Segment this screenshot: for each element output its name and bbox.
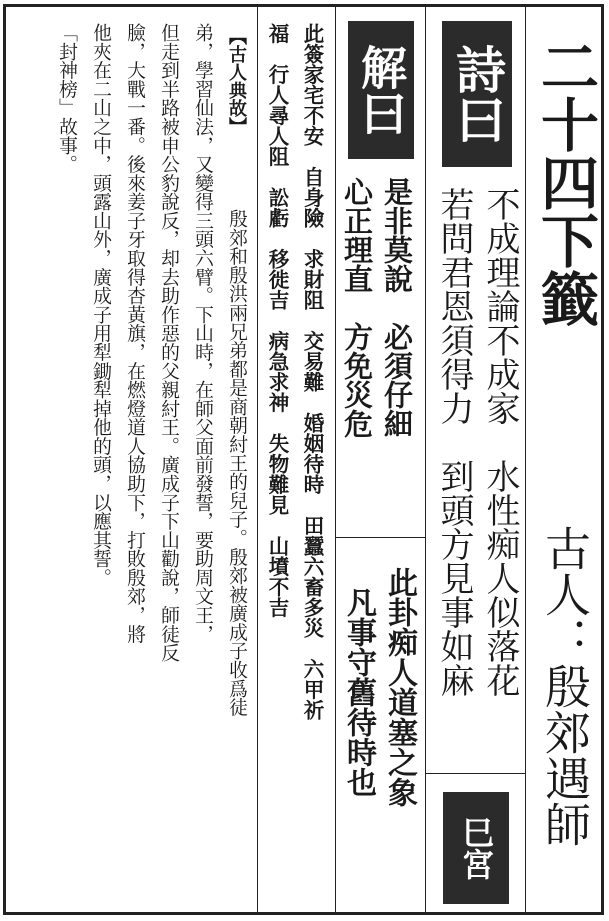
divider [425,773,525,774]
story-column: 但走到半路被申公豹說反，却去助作惡的父親紂王。廣成子下山勸說，師徒反 [158,23,179,662]
divider [257,7,258,912]
poem-line: 若問君恩須得力 到頭方見事如麻 [434,187,474,697]
interpretation-label: 解曰 [348,21,414,159]
story-label: 【古人典故】 [226,27,247,135]
palace-label: 巳宮 [443,792,509,904]
divider [525,7,526,912]
slip-title: 二十四下籤 [531,37,599,327]
fortune-slip-frame [3,4,604,915]
details-line: 福 行人尋人阻 訟虧 移徙吉 病急求神 失物難見 山墳不吉 [265,23,289,618]
divider [335,537,425,538]
interpretation-verse: 心正理直 方免災危 [340,177,374,438]
interpretation-verse: 是非莫說 必須仔細 [380,177,414,438]
interpretation-meaning: 凡事守舊待時也 [341,587,376,797]
divider [335,7,336,912]
ancient-person: 古人：殷郊遇師 [538,525,592,847]
divider [425,7,426,912]
story-column: 他夾在二山之中，頭露山外，廣成子用犁鋤犁掉他的頭，以應其誓。 [90,23,111,587]
story-column: 弟，學習仙法，又變得三頭六臂。下山時，在師父面前發誓，要助周文王， [192,23,213,644]
story-column: 「封神榜」故事。 [56,23,77,174]
poem-label: 詩曰 [442,21,512,167]
story-column: 殷郊和殷洪兩兄弟都是商朝紂王的兒子。殷郊被廣成子收爲徒 [226,209,247,717]
poem-line: 不成理論不成家 水性痴人似落花 [480,187,520,697]
story-column: 臉，大戰一番。後來姜子牙取得杏黃旗，在燃燈道人協助下，打敗殷郊，將 [124,23,145,644]
interpretation-meaning: 此卦痴人道塞之象 [382,567,417,807]
details-line: 此簽家宅不安 自身險 求財阻 交易難 婚姻待時 田蠶六畜多災 六甲祈 [300,23,324,720]
